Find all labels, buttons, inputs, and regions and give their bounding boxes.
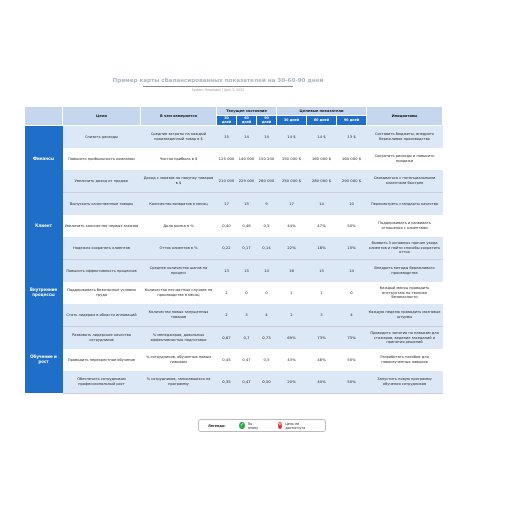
header-current-30: 30 дней [217,116,237,126]
current-value-cell: 210 000 [217,170,237,193]
page-subtitle: System Templates | April 3, 2020 [191,88,245,92]
table-row [25,237,443,260]
current-value-cell: 150 250 [257,148,277,170]
header-current: Текущее состояние [217,107,277,116]
target-value-cell: 50% [337,349,367,371]
target-value-cell: 10 [337,192,367,215]
initiative-cell: Поддерживать и развивать отношения с клиентами [367,215,443,237]
target-value-cell: 47% [307,215,337,237]
current-value-cell: 14 [257,259,277,282]
metric-cell: Доля рынка в % [141,215,217,237]
target-value-cell: 4 [337,304,367,327]
legend-on-track-label: По плану [247,421,259,430]
metric-cell: Количество несчастных случаев на производстве в месяц [141,282,217,304]
target-value-cell: 160 000 $ [337,148,367,170]
table-row [25,259,443,282]
current-value-cell: 0,50 [257,371,277,394]
table-row [25,304,443,327]
current-value-cell: 0 [257,282,277,304]
target-value-cell: 44% [277,215,307,237]
current-value-cell: 17 [217,192,237,215]
check-circle-icon: ✓ [239,422,245,428]
target-value-cell: 280 000 $ [307,170,337,193]
current-value-cell: 0,45 [217,349,237,371]
initiative-cell: Пересмотреть стандарты качества [367,192,443,215]
goal-cell: Проводить перекрестное обучение [63,349,141,371]
current-value-cell: 260 000 [257,170,277,193]
current-value-cell: 0,5 [257,215,277,237]
current-value-cell: 14 [257,125,277,148]
category-label: Клиент [25,192,63,259]
initiative-cell: Выявить 5 основных причин ухода клиентов и найти способы сократить отток [367,237,443,260]
metric-cell: Количество возвратов в месяц [141,192,217,215]
metric-cell: Средние затраты на каждый произведенный товар в $ [141,125,217,148]
target-value-cell: 2 [277,304,307,327]
current-value-cell: 0,67 [217,326,237,349]
initiative-cell: Сократить расходы и повысить продажи [367,148,443,170]
legend-on-track [239,422,259,430]
current-value-cell: 9 [257,192,277,215]
current-value-cell: 140 000 [237,148,257,170]
header-current-90: 90 дней [257,116,277,126]
target-value-cell: 20% [277,371,307,394]
target-value-cell: 14 $ [307,125,337,148]
current-value-cell: 4 [257,304,277,327]
metric-cell: Доход с заказов на покупку товаров в $ [141,170,217,193]
target-value-cell: 16 [277,259,307,282]
title-divider [143,86,293,87]
target-value-cell: 290 000 $ [337,170,367,193]
current-value-cell: 15 [237,192,257,215]
header-metric: В чем измеряется [141,107,217,126]
current-value-cell: 125 000 [217,148,237,170]
current-value-cell: 2 [217,282,237,304]
target-value-cell: 22% [277,237,307,260]
category-label: Финансы [25,125,63,192]
goal-cell: Снизить расходы [63,125,141,148]
target-value-cell: 150 000 $ [277,148,307,170]
goal-cell: Повысить эффективность процессов [63,259,141,282]
scorecard-body [25,125,443,393]
target-value-cell: 0 [337,282,367,304]
current-value-cell: 0,14 [257,237,277,260]
legend-off-track [278,422,308,430]
x-circle-icon: ✕ [277,422,283,428]
target-value-cell: 160 000 $ [307,148,337,170]
goal-cell: Надежно сохранять клиентов [63,237,141,260]
target-value-cell: 73% [307,326,337,349]
current-value-cell: 14 [237,125,257,148]
category-label: Обучение и рост [25,326,63,393]
target-value-cell: 50% [337,215,367,237]
current-value-cell: 0,47 [237,371,257,394]
header-current-60: 60 дней [237,116,257,126]
target-value-cell: 14 [337,259,367,282]
header-target-90: 90 дней [337,116,367,126]
initiative-cell: Внедрить методы бережливого производства [367,259,443,282]
target-value-cell: 48% [307,349,337,371]
page-title: Пример карты сбалансированных показателей на 30-60-90 дней [112,78,324,84]
goal-cell: Обеспечить сотрудникам профессиональный рост [63,371,141,394]
metric-cell: Отток клиентов в % [141,237,217,260]
header-category [25,107,63,126]
target-value-cell: 15% [337,237,367,260]
table-row [25,148,443,170]
target-value-cell: 14 $ [277,125,307,148]
current-value-cell: 0,40 [217,215,237,237]
current-value-cell: 0,73 [257,326,277,349]
legend-off-track-label: Цель не достигнута [285,421,306,430]
goal-cell: Стать лидером в области инноваций [63,304,141,327]
category-label: Внутренние процессы [25,259,63,326]
initiative-cell: Проводить занятия по навыкам для стажеров, ведение заседаний и принятия решений [367,326,443,349]
initiative-cell: Разработать пособие для новоизученных навыков [367,349,443,371]
target-value-cell: 13 $ [337,125,367,148]
goal-cell: Повысить прибыльность компании [63,148,141,170]
scorecard-sheet [24,78,441,394]
current-value-cell: 2 [217,304,237,327]
table-row [25,326,443,349]
header-target-30: 30 дней [277,116,307,126]
target-value-cell: 1 [277,282,307,304]
table-row [25,215,443,237]
legend-title: Легенда: [208,423,226,428]
legend [198,419,326,432]
metric-cell: Количество новых запущенных товаров [141,304,217,327]
table-row [25,192,443,215]
goal-cell: Выпускать качественные товары [63,192,141,215]
initiative-cell: Каждый месяц проводить инструктаж по технике безопасности [367,282,443,304]
table-row [25,349,443,371]
initiative-cell: Связываться с потенциальными клиентами быстрее [367,170,443,193]
target-value-cell: 75% [337,326,367,349]
initiative-cell: Каждую неделю проводить мозговые штурмы [367,304,443,327]
metric-cell: % менеджеров, довольных эффективностью подготовки [141,326,217,349]
metric-cell: Среднее количество шагов на процесс [141,259,217,282]
metric-cell: % сотрудников, записавшихся на программу [141,371,217,394]
current-value-cell: 229 000 [237,170,257,193]
initiative-cell: Запустить новую программу обучения сотрудников [367,371,443,394]
current-value-cell: 0,7 [237,326,257,349]
current-value-cell: 0,35 [217,371,237,394]
table-row [25,125,443,148]
goal-cell: Увеличить количество первых заказов [63,215,141,237]
header-target: Целевые показатели [277,107,367,116]
current-value-cell: 0,5 [257,349,277,371]
header-initiatives: Инициативы [367,107,443,126]
target-value-cell: 1 [307,282,337,304]
goal-cell: Поддерживать безопасные условия труда [63,282,141,304]
header-target-60: 60 дней [307,116,337,126]
target-value-cell: 50% [337,371,367,394]
current-value-cell: 0,22 [217,237,237,260]
target-value-cell: 40% [307,371,337,394]
target-value-cell: 15 [307,259,337,282]
target-value-cell: 14 [307,192,337,215]
target-value-cell: 18% [307,237,337,260]
goal-cell: Развивать лидерские качества сотрудников [63,326,141,349]
scorecard-table [24,106,443,394]
current-value-cell: 0,46 [237,215,257,237]
target-value-cell: 3 [307,304,337,327]
current-value-cell: 0,47 [237,349,257,371]
current-value-cell: 15 [237,259,257,282]
current-value-cell: 3 [237,304,257,327]
current-value-cell: 15 [217,125,237,148]
current-value-cell: 0 [237,282,257,304]
current-value-cell: 13 [217,259,237,282]
target-value-cell: 17 [277,192,307,215]
table-row [25,282,443,304]
table-row [25,371,443,394]
goal-cell: Увеличить доход от продаж [63,170,141,193]
target-value-cell: 250 000 $ [277,170,307,193]
metric-cell: Чистая прибыль в $ [141,148,217,170]
initiative-cell: Составить бюджеты, внедрить бережливое производство [367,125,443,148]
metric-cell: % сотрудников, обученных новым навыкам [141,349,217,371]
header-goals: Цели [63,107,141,126]
current-value-cell: 0,17 [237,237,257,260]
target-value-cell: 69% [277,326,307,349]
table-row [25,170,443,193]
target-value-cell: 43% [277,349,307,371]
